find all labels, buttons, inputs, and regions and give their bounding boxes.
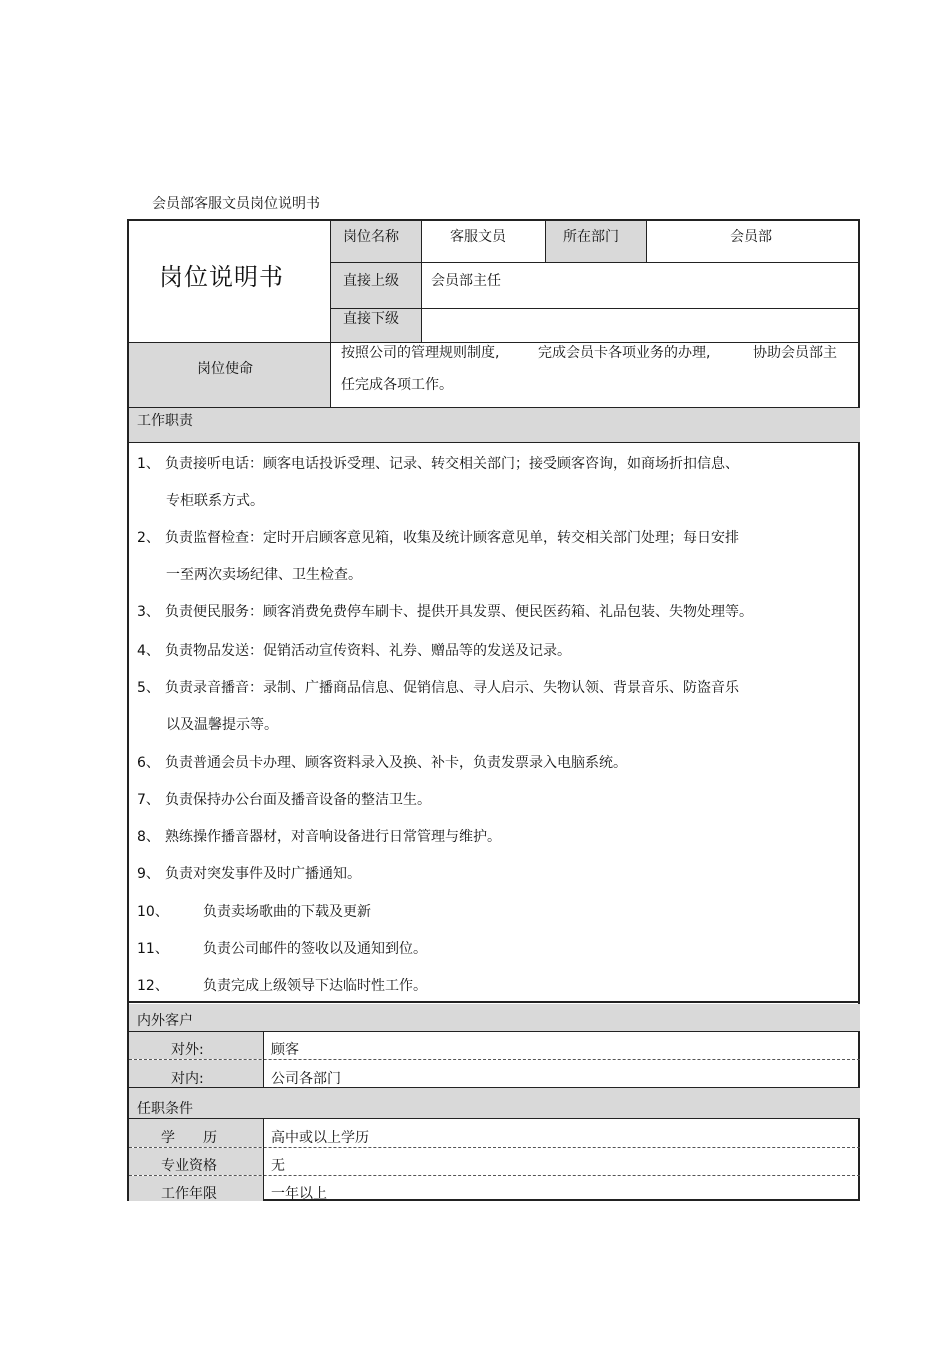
education-label: 学 历 [161,1130,217,1146]
mission-text-1c: 协助会员部主 [753,345,837,361]
duty-item: 7、 负责保持办公台面及播音设备的整洁卫生。 [137,792,431,808]
duties-header [129,408,860,442]
superior-value: 会员部主任 [431,273,501,289]
dept-value: 会员部 [730,229,772,245]
professional-label: 专业资格 [161,1158,217,1174]
internal-value: 公司各部门 [271,1071,341,1087]
job-description-table [127,219,860,1201]
mission-text-2: 任完成各项工作。 [341,377,453,393]
duty-item: 2、 负责监督检查：定时开启顾客意见箱，收集及统计顾客意见单，转交相关部门处理；每日安排 [137,530,739,546]
position-label: 岗位名称 [343,229,399,245]
customers-header [129,1004,860,1031]
external-value: 顾客 [271,1042,299,1058]
duty-item: 10、 负责卖场歌曲的下载及更新 [137,904,371,920]
mission-text-1b: 完成会员卡各项业务的办理, [538,345,711,361]
professional-value: 无 [271,1158,285,1174]
duty-item: 11、 负责公司邮件的签收以及通知到位。 [137,941,427,957]
duty-item: 1、 负责接听电话：顾客电话投诉受理、记录、转交相关部门；接受顾客咨询，如商场折扣信息、 [137,456,739,472]
superior-label: 直接上级 [343,273,399,289]
duty-item: 8、 熟练操作播音器材，对音响设备进行日常管理与维护。 [137,829,501,845]
duty-item: 9、 负责对突发事件及时广播通知。 [137,866,361,882]
external-label: 对外: [171,1042,204,1058]
position-value: 客服文员 [450,229,506,245]
mission-label: 岗位使命 [197,361,253,377]
customers-label: 内外客户 [137,1013,193,1029]
duty-item-continuation: 一至两次卖场纪律、卫生检查。 [166,567,362,583]
duty-item-continuation: 专柜联系方式。 [166,493,264,509]
document-caption: 会员部客服文员岗位说明书 [152,196,320,212]
duty-item: 12、 负责完成上级领导下达临时性工作。 [137,978,427,994]
duty-item: 5、 负责录音播音：录制、广播商品信息、促销信息、寻人启示、失物认领、背景音乐、防盗音乐 [137,680,739,696]
qualifications-header [129,1088,860,1118]
internal-label: 对内: [171,1071,204,1087]
education-value: 高中或以上学历 [271,1130,369,1146]
experience-value: 一年以上 [271,1186,327,1202]
mission-text-1a: 按照公司的管理规则制度, [341,345,500,361]
duty-item: 6、 负责普通会员卡办理、顾客资料录入及换、补卡，负责发票录入电脑系统。 [137,755,627,771]
table-main-title: 岗位说明书 [159,263,284,291]
experience-label: 工作年限 [161,1186,217,1202]
qualifications-label: 任职条件 [137,1101,193,1117]
duty-item: 4、 负责物品发送：促销活动宣传资料、礼券、赠品等的发送及记录。 [137,643,571,659]
dept-label: 所在部门 [563,229,619,245]
duties-label: 工作职责 [137,413,193,429]
duty-item-continuation: 以及温馨提示等。 [166,717,278,733]
subordinate-label: 直接下级 [343,311,399,327]
duty-item: 3、 负责便民服务：顾客消费免费停车刷卡、提供开具发票、便民医药箱、礼品包装、失物处理等。 [137,604,753,620]
